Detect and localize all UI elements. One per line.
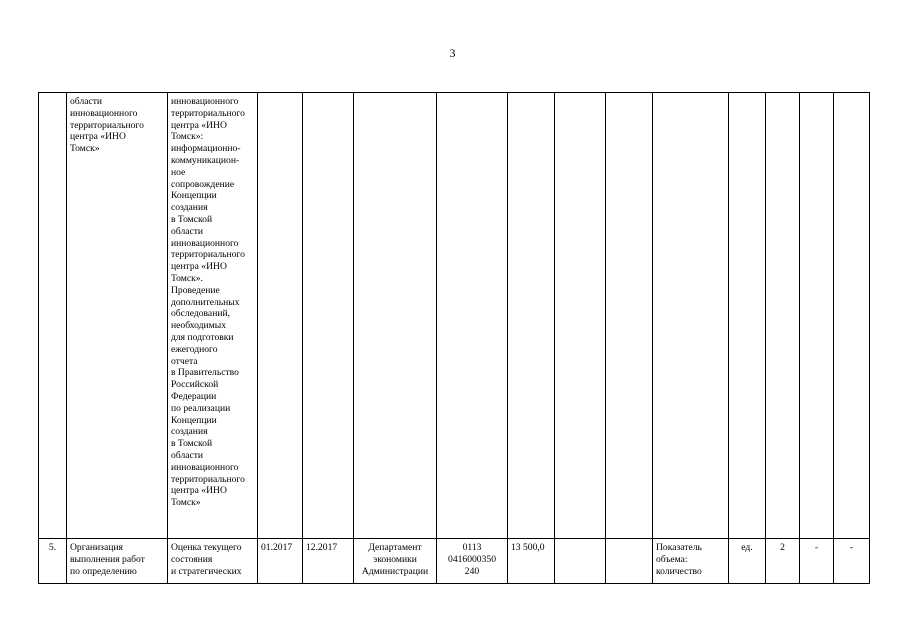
table-row <box>39 539 870 584</box>
value-cell: 2 <box>766 539 800 584</box>
value-cell <box>766 93 800 539</box>
description-cell: инновационного территориального центра «ИНО Томск»: информационно- коммуникацион- ное сопровождение Концепции создания в Томской области инновационного территориального центра «ИНО Томск». Проведение дополнительных обследований, необходимых для подготовки ежегодного отчета в Правительство Российской Федерации по реализации Концепции создания в Томской области инновационного территориального центра «ИНО Томск» <box>168 93 258 539</box>
row-number-cell: 5. <box>39 539 67 584</box>
description-cell: Оценка текущего состояния и стратегических <box>168 539 258 584</box>
value-cell: - <box>834 539 870 584</box>
amount-cell: 13 500,0 <box>508 539 555 584</box>
start-date-cell <box>258 93 303 539</box>
budget-code-cell: 0113 0416000350 240 <box>437 539 508 584</box>
unit-cell: ед. <box>729 539 766 584</box>
indicator-cell: Показатель объема: количество <box>653 539 729 584</box>
start-date-cell: 01.2017 <box>258 539 303 584</box>
budget-code-cell <box>437 93 508 539</box>
unit-cell <box>729 93 766 539</box>
indicator-cell <box>653 93 729 539</box>
row-number-cell <box>39 93 67 539</box>
empty-cell <box>555 539 606 584</box>
amount-cell <box>508 93 555 539</box>
value-cell <box>800 93 834 539</box>
value-cell <box>834 93 870 539</box>
empty-cell <box>606 93 653 539</box>
activity-cell: области инновационного территориального центра «ИНО Томск» <box>67 93 168 539</box>
activity-cell: Организация выполнения работ по определению <box>67 539 168 584</box>
executor-cell <box>354 93 437 539</box>
empty-cell <box>555 93 606 539</box>
executor-cell: Департамент экономики Администрации <box>354 539 437 584</box>
end-date-cell: 12.2017 <box>303 539 354 584</box>
value-cell: - <box>800 539 834 584</box>
page-number: 3 <box>449 46 456 60</box>
empty-cell <box>606 539 653 584</box>
table-row <box>39 93 870 539</box>
end-date-cell <box>303 93 354 539</box>
plan-table <box>38 92 870 584</box>
